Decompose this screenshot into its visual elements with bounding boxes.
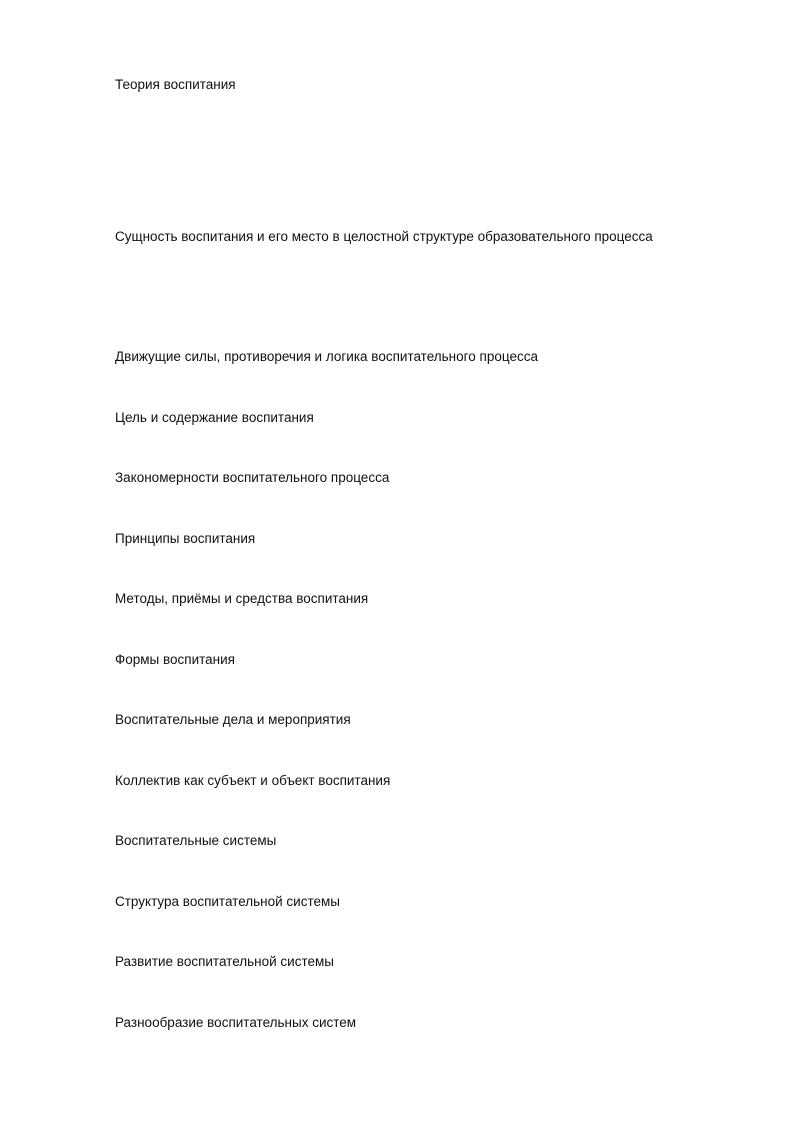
list-item: Коллектив как субъект и объект воспитания: [115, 773, 391, 788]
list-item: Разнообразие воспитательных систем: [115, 1015, 357, 1030]
list-item: Движущие силы, противоречия и логика воспитательного процесса: [115, 349, 538, 364]
list-item: Методы, приёмы и средства воспитания: [115, 591, 369, 606]
document-subtitle: Сущность воспитания и его место в целостной структуре образовательного процесса: [115, 229, 653, 244]
list-item: Цель и содержание воспитания: [115, 410, 314, 425]
list-item: Воспитательные дела и мероприятия: [115, 712, 351, 727]
list-item: Структура воспитательной системы: [115, 894, 340, 909]
list-item: Воспитательные системы: [115, 833, 277, 848]
list-item: Принципы воспитания: [115, 531, 256, 546]
list-item: Закономерности воспитательного процесса: [115, 470, 390, 485]
list-item: Формы воспитания: [115, 652, 235, 667]
list-item: Развитие воспитательной системы: [115, 954, 334, 969]
document-title: Теория воспитания: [115, 77, 236, 92]
